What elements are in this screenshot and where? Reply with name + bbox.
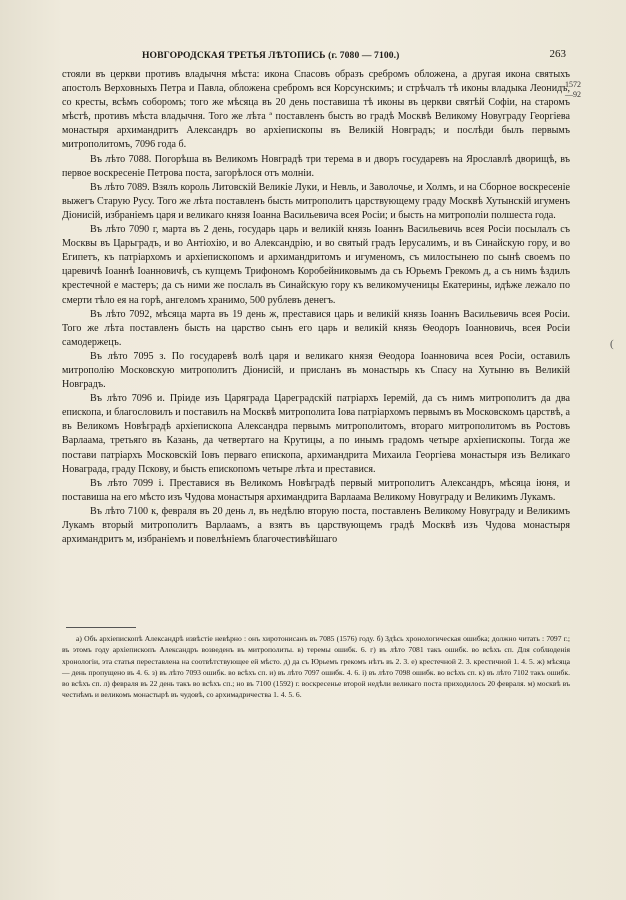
- chronicle-text: [62, 68, 570, 547]
- paragraph: Въ лѣто 7100 к, февраля въ 20 день л, въ недѣлю вторую поста, поставленъ Великому Новуграду и Великимъ Лукамъ вторый митрополитъ Варлаамъ, а взятъ въ царствующемъ градѣ Москвѣ изъ Чудова монастыря архимандритъ м, избраніемъ и повелѣніемъ благочестивѣйшаго: [62, 505, 570, 546]
- paragraph: Въ лѣто 7092, мѣсяца марта въ 19 день ж, преставися царь и великій князь Іоаннъ Васильевичь всея Росіи. Того же лѣта поставленъ бысть на царство сынъ его царь и великій князь Ѳеодоръ Іоанновичь, всея Росіи самодержецъ.: [62, 308, 570, 348]
- paragraph: Въ лѣто 7089. Взялъ король Литовскій Великіе Луки, и Невль, и Заволочье, и Холмъ, и на Сборное воскресеніе выжегъ Старую Русу. Того же лѣта поставленъ бысть митрополитъ царствующему граду Москвѣ Хутынскій игуменъ Діонисій, избраніемъ царя и великаго князя Іоанна Васильевича всея Росіи; и бысть на митрополіи полшеста года.: [62, 181, 570, 221]
- paragraph: стояли въ церкви противъ владычня мѣста: икона Спасовъ образъ сребромъ обложена, а другая икона святыхъ апостолъ Верховныхъ Петра и Павла, обложена сребромъ вся Корсунскимъ; и стрѣчалъ тѣ иконы владыка Леонидъ, со кресты, всѣмъ соборомъ; того же мѣсяца въ 20 день поставиша тѣ иконы въ церкви святѣй Софіи, на старомъ мѣстѣ, противъ мѣста владычня. Того же лѣта ª поставленъ бысть во градѣ Москвѣ Великому Новуграду Георгіева монастыря архимандритъ Александръ во архіепископы въ Великій Новградъ; и послѣди былъ первымъ митрополитомъ, 7096 года б.: [62, 69, 570, 151]
- paragraph: Въ лѣто 7090 г, марта въ 2 день, государь царь и великій князь Іоаннъ Васильевичь всея Росіи посылалъ съ Москвы въ Царьградъ, и во Антіохію, и во Александрію, и во святый градъ Іерусалимъ, и въ Синайскую гору, и во Египетъ, къ патріархомъ и архіепископомъ и архимандритомъ и игуменомъ, съ милостынею по сынѣ своемъ по царевичѣ Іоаннѣ Іоанновичѣ, съ купцемъ Трифономъ Коробейниковымъ да съ Юрьемъ Грекомъ д, а съ нимъ ѣздилъ крестечной е мастеръ; да съ ними же послалъ въ Синайскую гору къ великомученицы Екатерины, идѣже лежало по смерти тѣло ея на горѣ, ангеломъ хранимо, 500 рублевъ денегъ.: [62, 224, 570, 306]
- margin-year-end: —92: [565, 90, 581, 99]
- paragraph: Въ лѣто 7096 и. Пріиде изъ Царяграда Цареградскій патріархъ Іеремій, да съ нимъ митрополитъ да два епископа, и благословилъ и поставилъ на Москвѣ митрополита Іова патріархомъ первымъ въ Московскомъ царствѣ, а въ Великомъ Новѣградѣ архіепископа Александра первымъ митрополитомъ, втораго митрополитомъ въ Ростовъ Варлаама, третьяго въ Казань, да четвертаго на Крутицы, а по инымъ градомъ четыре архіепископы. Тогда же постави патріархъ Московскій Іовъ перваго епископа, архимандрита Михаила Георгіева монастыря изъ Великаго Новаграда, граду Пскову, и бысть епископомъ четыре лѣта и преставися.: [62, 393, 570, 475]
- paragraph: Въ лѣто 7088. Погорѣша въ Великомъ Новградѣ три терема в и дворъ государевъ на Ярославлѣ дворищѣ, въ первое воскресеніе Петрова поста, загорѣлося отъ молніи.: [62, 153, 570, 179]
- paragraph: Въ лѣто 7095 з. По государевѣ волѣ царя и великаго князя Ѳеодора Іоанновича всея Росіи, оставилъ митрополію Московскую митрополитъ Діонисій, и присланъ въ монастырь къ Спасу на Хутыню въ Великій Новградъ.: [62, 350, 570, 391]
- footnotes: [62, 633, 570, 701]
- page-header: [90, 50, 566, 64]
- footnote-text: а) Объ архіепископѣ Александрѣ извѣстіе невѣрно : онъ хиротонисанъ въ 7085 (1576) году. б) Здѣсь хронологическая ошибка; должно читать : 7097 г.; въ этомъ году архіепископъ Александръ возведенъ въ митрополиты. в) теремы ошибк. 6. г) въ лѣто 7081 такъ ошибк. во всѣхъ сп. Для соблюденія хронологіи, эта статья переставлена на соотвѣтствующее ей мѣсто. д) да съ Юрьемъ грекомъ нѣтъ въ 2. 3. е) крестечной 2. 3. крестичной 1. 4. 5. ж) мѣсяца — день пропущено въ 4. 6. з) въ лѣто 7093 ошибк. во всѣхъ сп. и) въ лѣто 7097 ошибк. 4. 6. і) въ лѣто 7098 ошибк. во всѣхъ сп. к) въ лѣто 7102 такъ ошибк. во всѣхъ сп. л) февраля въ 22 день такъ во всѣхъ сп.; но въ 7100 (1592) г. воскресенье второй недѣли великаго поста приходилось 20 февраля. м) москвѣ въ честнѣмъ и великомъ монастырѣ въ чудовѣ, со архимадричества 1. 4. 5. 6.: [62, 634, 570, 700]
- paragraph: Въ лѣто 7099 і. Преставися въ Великомъ Новѣградѣ первый митрополитъ Александръ, мѣсяца іюня, и поставиша на его мѣсто изъ Чудова монастыря архимандрита Варлаама Великому Новуграду и Великимъ Лукамъ.: [62, 477, 570, 503]
- margin-year-start: 1572: [565, 80, 581, 89]
- page-number: 263: [549, 48, 566, 60]
- footnote-divider: [66, 627, 136, 628]
- running-title: НОВГОРОДСКАЯ ТРЕТЬЯ ЛѢТОПИСЬ (г. 7080 — 7100.): [142, 50, 400, 61]
- page-edge-mark: (: [610, 338, 614, 350]
